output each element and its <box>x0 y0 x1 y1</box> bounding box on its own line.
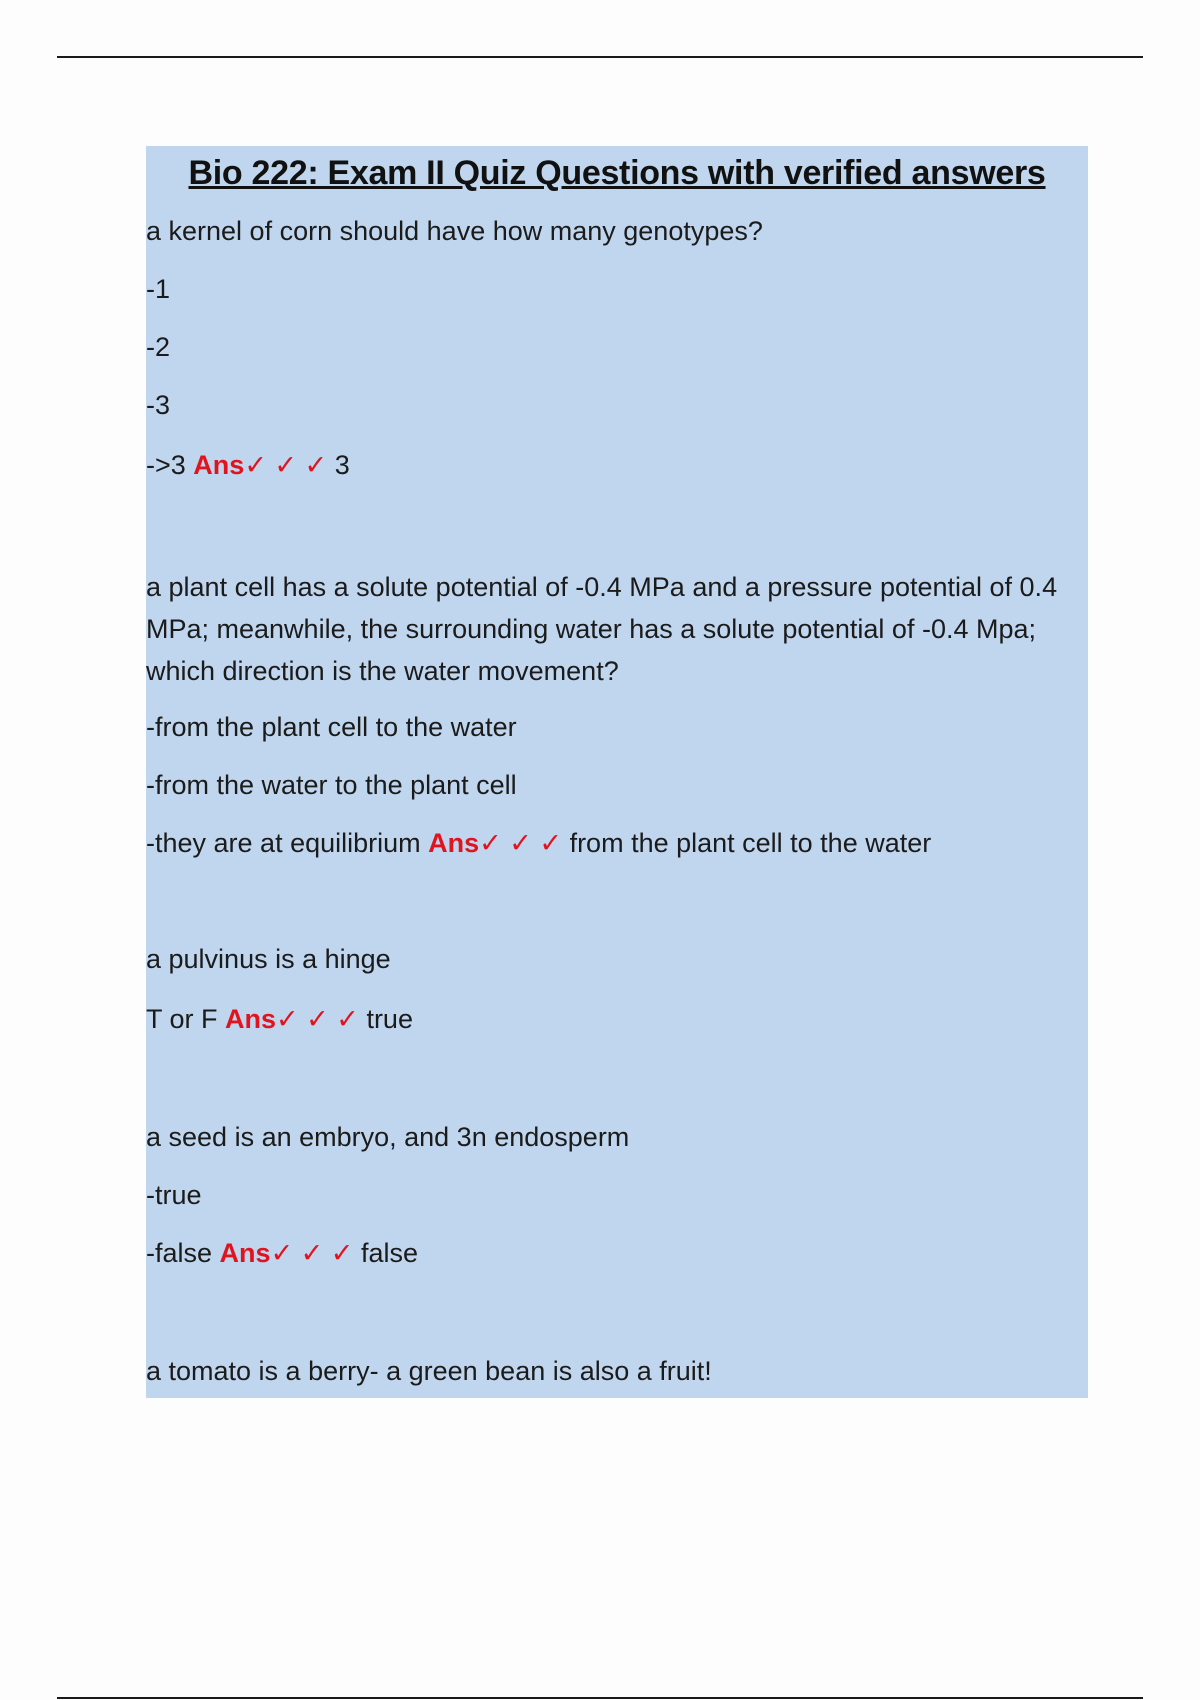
question-4-final-option: -false <box>146 1238 213 1268</box>
check-marks-icon: ✓ ✓ ✓ <box>479 828 563 858</box>
question-4-option-1: -true <box>146 1180 202 1210</box>
question-2-prompt: a plant cell has a solute potential of -0.4 MPa and a pressure potential of 0.4 MPa; meanwhile, the surrounding water has a solute potential of -0.4 Mpa; which direction is the water movement? <box>146 572 1058 686</box>
question-1-answer: 3 <box>334 450 350 480</box>
question-4-answer-line <box>146 1238 418 1269</box>
answer-label: Ans <box>193 450 245 480</box>
question-3-answer-line <box>146 1004 413 1035</box>
document-title: Bio 222: Exam II Quiz Questions with verified answers <box>188 154 1046 192</box>
check-marks-icon: ✓ ✓ ✓ <box>244 450 328 480</box>
question-2-option-2: -from the water to the plant cell <box>146 770 517 800</box>
question-2-final-option: -they are at equilibrium <box>146 828 421 858</box>
check-marks-icon: ✓ ✓ ✓ <box>270 1238 354 1268</box>
check-marks-icon: ✓ ✓ ✓ <box>276 1004 359 1034</box>
question-2-answer-line <box>146 828 931 859</box>
question-1-answer-line <box>146 450 350 481</box>
header-rule <box>57 56 1143 58</box>
question-4-prompt: a seed is an embryo, and 3n endosperm <box>146 1122 630 1152</box>
answer-label: Ans <box>428 828 480 858</box>
question-1-prompt: a kernel of corn should have how many genotypes? <box>146 216 763 246</box>
question-3-answer: true <box>366 1004 413 1034</box>
question-2-answer: from the plant cell to the water <box>569 828 932 858</box>
question-5-prompt: a tomato is a berry- a green bean is also a fruit! <box>146 1356 712 1386</box>
question-1-final-option: ->3 <box>146 450 186 480</box>
question-1-option-1: -1 <box>146 274 171 304</box>
question-1-option-3: -3 <box>146 390 171 420</box>
question-3-prompt: a pulvinus is a hinge <box>146 944 391 974</box>
quiz-panel <box>146 146 1088 1398</box>
answer-label: Ans <box>219 1238 271 1268</box>
answer-label: Ans <box>225 1004 277 1034</box>
question-3-final-option: T or F <box>146 1004 218 1034</box>
question-1-option-2: -2 <box>146 332 171 362</box>
question-4-answer: false <box>360 1238 418 1268</box>
footer-rule <box>57 1697 1143 1699</box>
question-2-option-1: -from the plant cell to the water <box>146 712 517 742</box>
